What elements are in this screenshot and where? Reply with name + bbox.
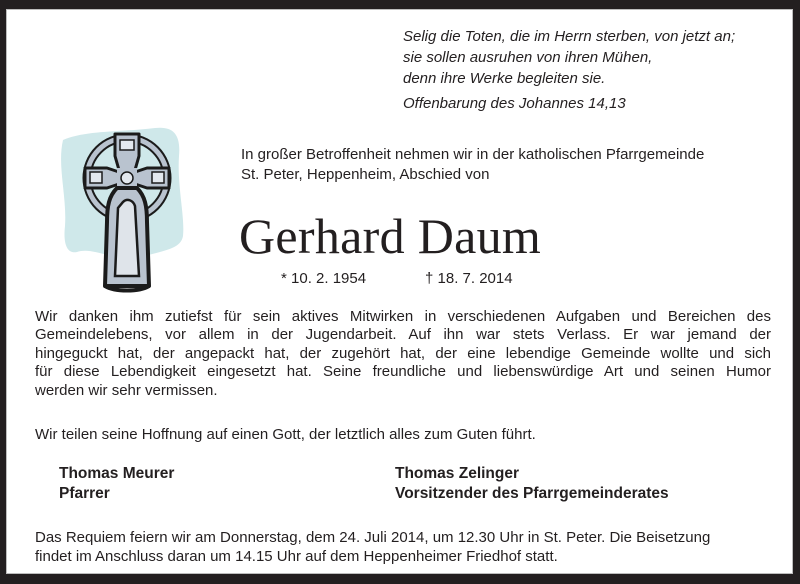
signatory-council-chair <box>395 464 669 504</box>
signatory-name: Thomas Zelinger <box>395 465 520 482</box>
verse-line: sie sollen ausruhen von ihren Mühen, <box>403 49 653 66</box>
intro-line: St. Peter, Heppenheim, Abschied von <box>241 166 490 183</box>
signatory-role: Pfarrer <box>59 485 110 502</box>
intro-line: In großer Betroffenheit nehmen wir in der katholischen Pfarrgemeinde <box>241 146 705 163</box>
requiem-info <box>35 528 710 566</box>
signatory-name: Thomas Meurer <box>59 465 175 482</box>
obituary-notice <box>6 9 793 574</box>
deceased-name: Gerhard Daum <box>239 208 542 264</box>
requiem-line: findet im Anschluss daran um 14.15 Uhr auf dem Heppenheimer Friedhof statt. <box>35 548 558 565</box>
tribute-line: hingeguckt hat, der angepackt hat, der zugehört hat, der eine lebendige Gemeinde wollte und sich <box>35 344 771 362</box>
tribute-line: werden wir sehr vermissen. <box>35 381 218 399</box>
celtic-cross-icon <box>55 126 195 296</box>
signatory-role: Vorsitzender des Pfarrgemeinderates <box>395 485 669 502</box>
bible-verse <box>403 26 735 114</box>
signatory-pastor <box>59 464 174 504</box>
hope-sentence: Wir teilen seine Hoffnung auf einen Gott, der letztlich alles zum Guten führt. <box>35 426 536 443</box>
death-date: † 18. 7. 2014 <box>425 270 513 287</box>
birth-date: * 10. 2. 1954 <box>281 270 367 287</box>
intro-text <box>241 145 704 185</box>
tribute-paragraph <box>35 308 771 400</box>
verse-line: Selig die Toten, die im Herrn sterben, von jetzt an; <box>403 28 736 45</box>
verse-reference: Offenbarung des Johannes 14,13 <box>403 95 626 112</box>
verse-line: denn ihre Werke begleiten sie. <box>403 70 606 87</box>
tribute-line: Wir danken ihm zutiefst für sein aktives Mitwirken in verschiedenen Aufgaben und Bereichen des <box>35 308 771 325</box>
requiem-line: Das Requiem feiern wir am Donnerstag, dem 24. Juli 2014, um 12.30 Uhr in St. Peter. Die Beisetzung <box>35 529 711 546</box>
tribute-line: Gemeindelebens, vor allem in der Jugendarbeit. Auf ihn war stets Verlass. Er war jemand der <box>35 326 771 344</box>
tribute-line: für diese Lebendigkeit eingesetzt hat. Seine freundliche und liebenswürdige Art und seinen Humor <box>35 363 771 381</box>
